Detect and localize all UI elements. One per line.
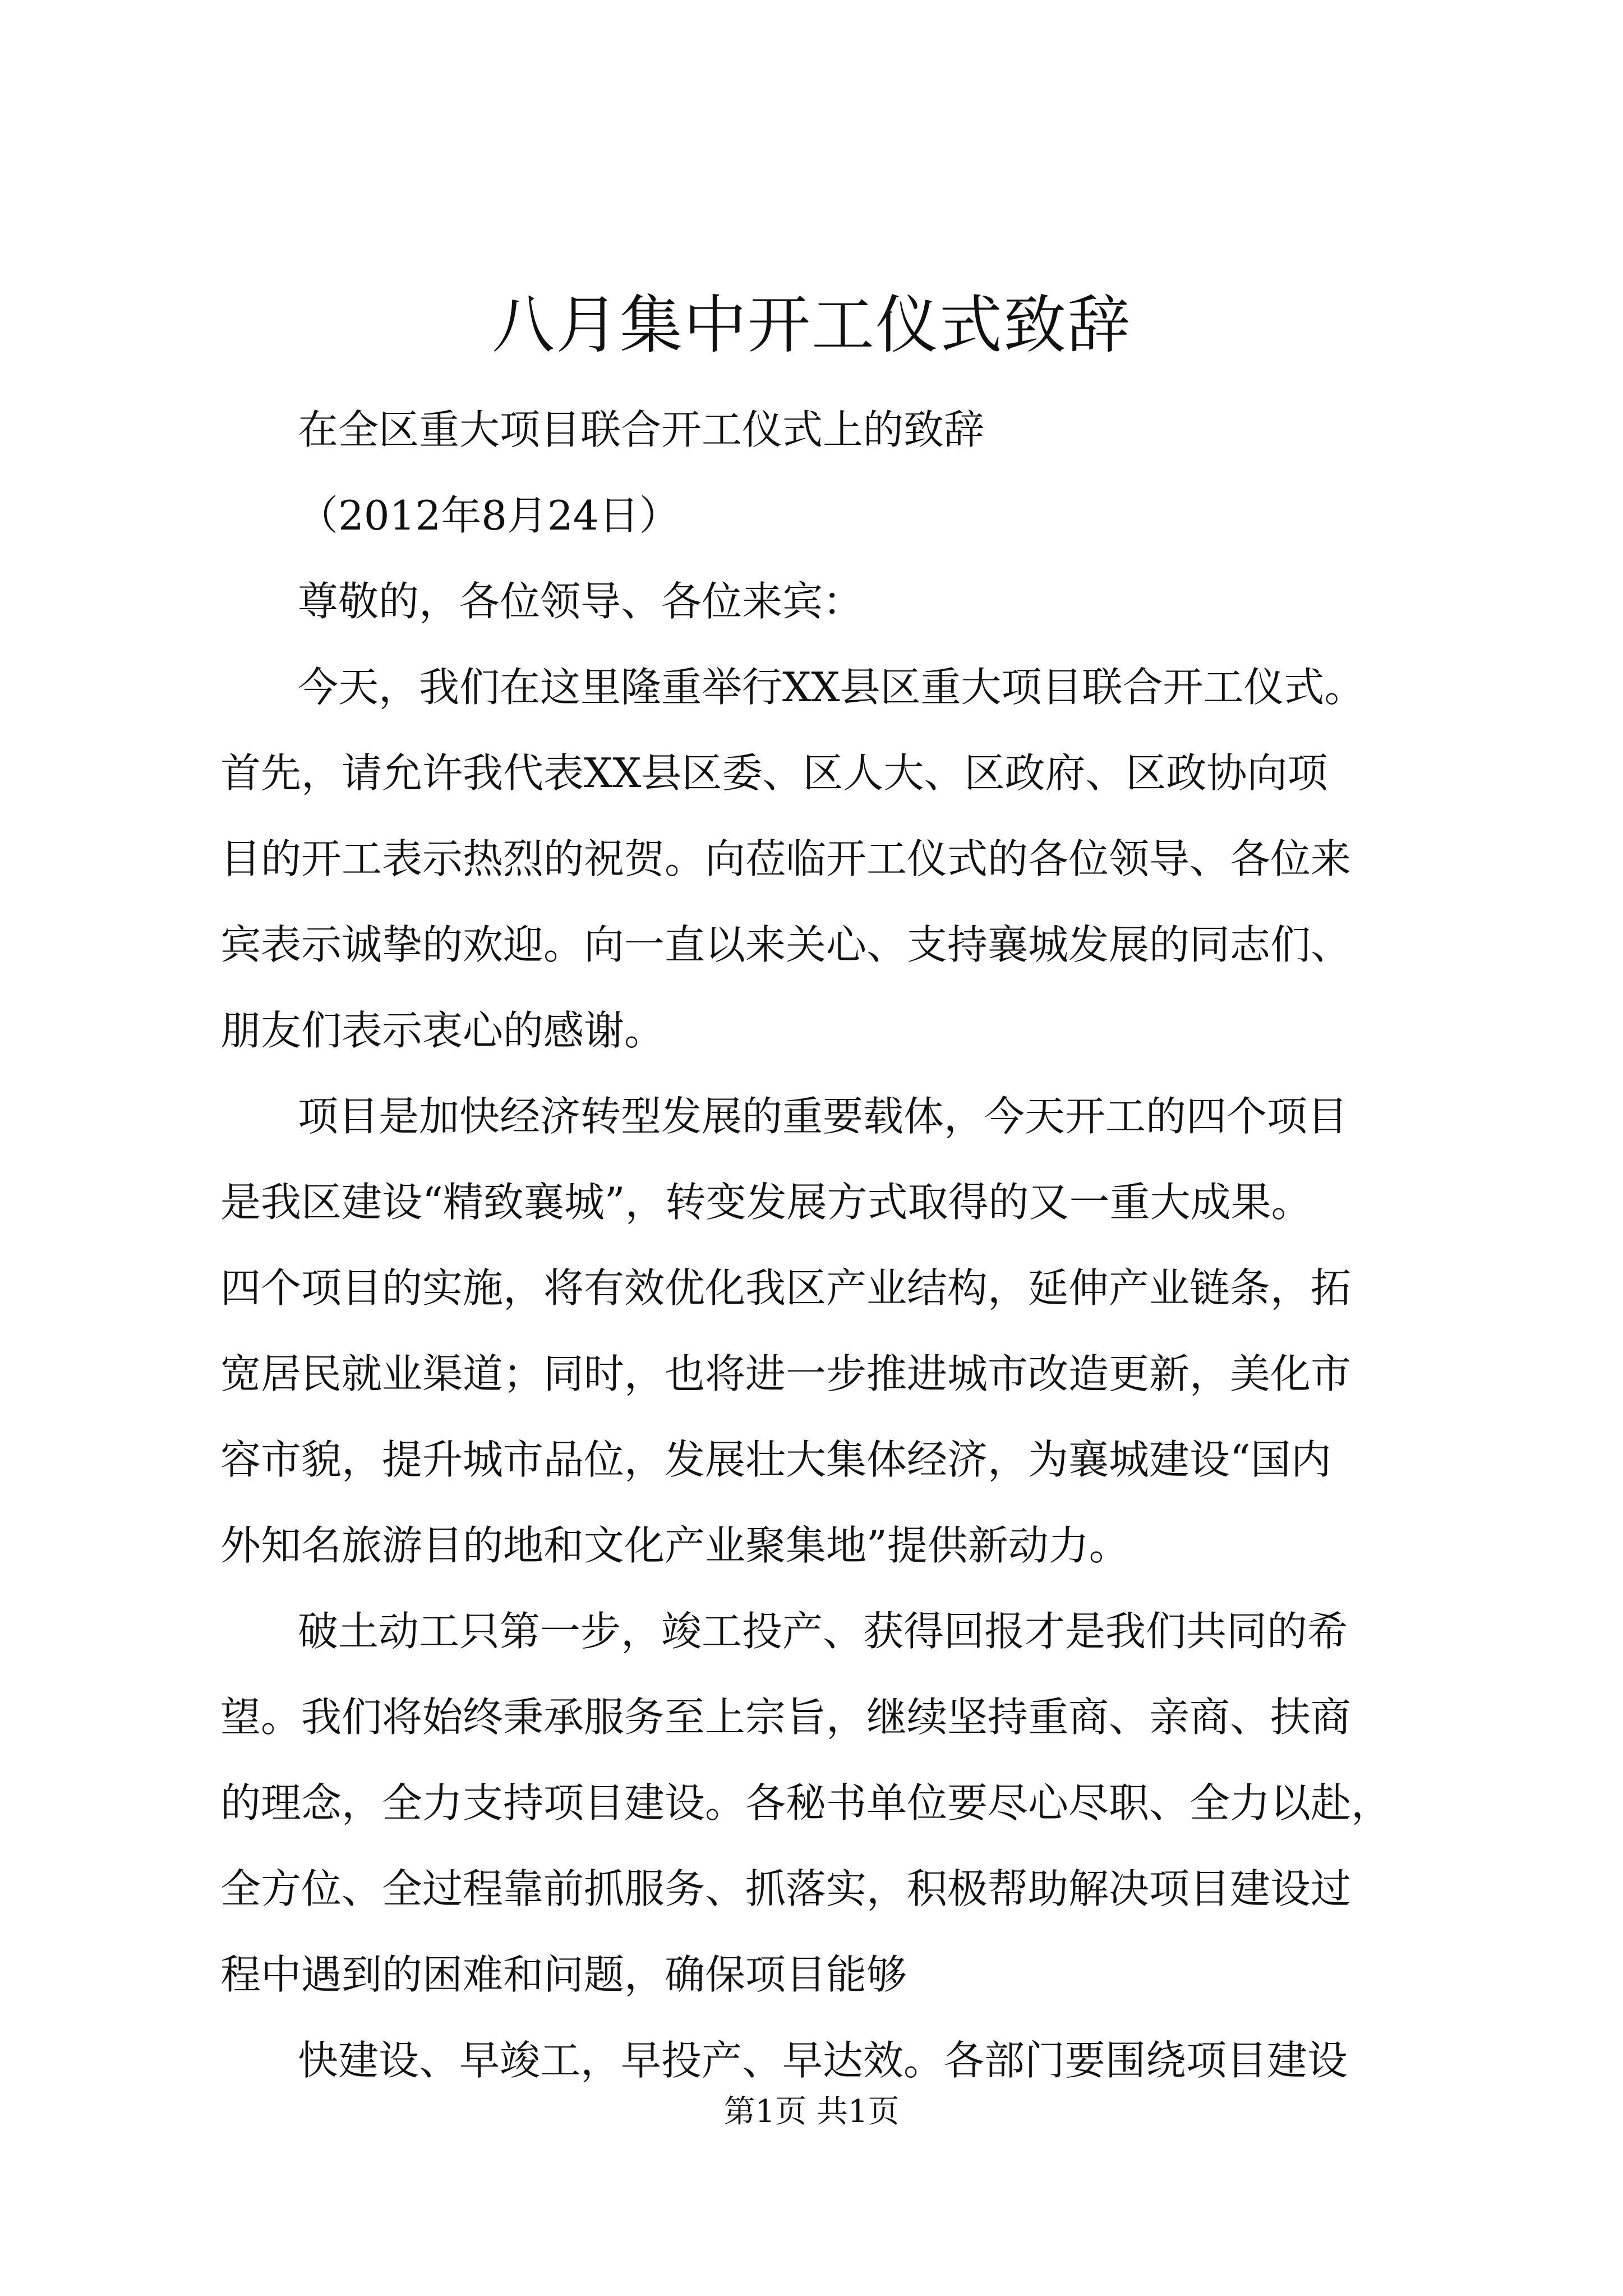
document-body: [220, 387, 1415, 2104]
paragraph-line: 朋友们表示衷心的感谢。: [220, 1007, 665, 1054]
paragraph-line: 的理念，全力支持项目建设。各秘书单位要尽心尽职、全力以赴，: [220, 1779, 1392, 1826]
paragraph-line: 破土动工只第一步，竣工投产、获得回报才是我们共同的希: [298, 1608, 1348, 1655]
paragraph-line: 今天，我们在这里隆重举行XX县区重大项目联合开工仪式。: [298, 664, 1365, 711]
paragraph-line: 容市貌，提升城市品位，发展壮大集体经济，为襄城建设“国内: [220, 1436, 1331, 1483]
page-footer: 第1页 共1页: [723, 2093, 900, 2130]
subtitle-line: 在全区重大项目联合开工仪式上的致辞: [298, 406, 985, 453]
paragraph-line: 快建设、早竣工，早投产、早达效。各部门要围绕项目建设: [298, 2037, 1348, 2084]
paragraph-line: 外知名旅游目的地和文化产业聚集地”提供新动力。: [220, 1522, 1129, 1569]
paragraph-line: 望。我们将始终秉承服务至上宗旨，继续坚持重商、亲商、扶商: [220, 1694, 1352, 1741]
paragraph-line: 四个项目的实施，将有效优化我区产业结构，延伸产业链条，拓: [220, 1264, 1352, 1312]
paragraph-line: 项目是加快经济转型发展的重要载体，今天开工的四个项目: [298, 1093, 1348, 1140]
paragraph-line: 是我区建设“精致襄城”，转变发展方式取得的又一重大成果。: [220, 1179, 1312, 1226]
paragraph-line: 首先，请允许我代表XX县区委、区人大、区政府、区政协向项: [220, 749, 1328, 797]
paragraph-line: 全方位、全过程靠前抓服务、抓落实，积极帮助解决项目建设过: [220, 1865, 1352, 1912]
date-line: （2012年8月24日）: [298, 492, 680, 539]
paragraph-line: 宾表示诚挚的欢迎。向一直以来关心、支持襄城发展的同志们、: [220, 921, 1352, 968]
paragraph-line: 目的开工表示热烈的祝贺。向莅临开工仪式的各位领导、各位来: [220, 835, 1352, 882]
paragraph-line: 程中遇到的困难和问题，确保项目能够: [220, 1951, 907, 1998]
document-title: 八月集中开工仪式致辞: [492, 289, 1131, 362]
paragraph-line: 宽居民就业渠道；同时，也将进一步推进城市改造更新，美化市: [220, 1350, 1352, 1397]
salutation-line: 尊敬的，各位领导、各位来宾：: [298, 578, 864, 625]
